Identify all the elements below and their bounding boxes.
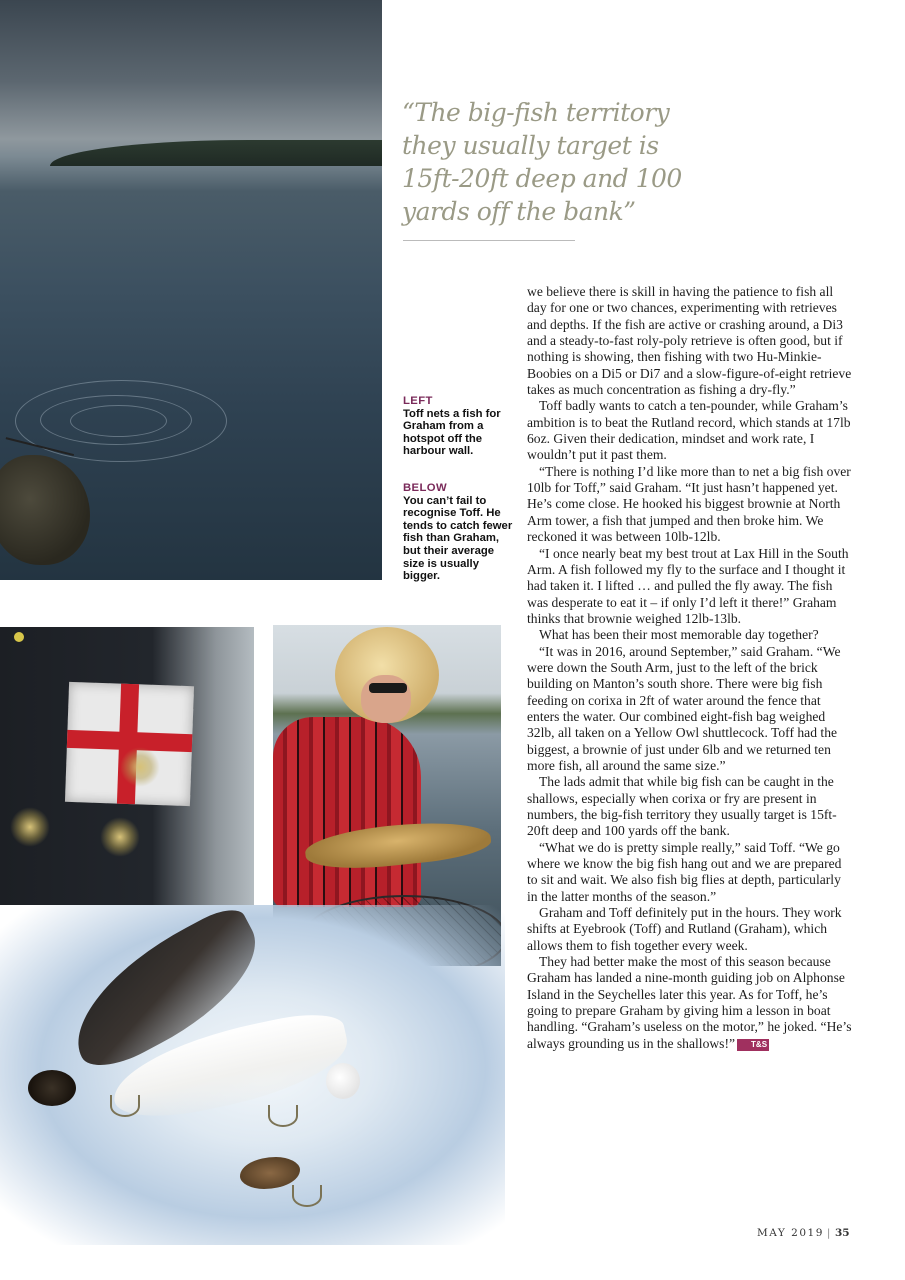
article-paragraph: “There is nothing I’d like more than to net a big fish over 10lb for Toff,” said Graham. “It just hasn’t happened yet. He’s come close. He hooked his biggest brownie at North Arm tower, a fish that jumped and then broke him. We reckoned it was between 10lb-12lb.: [527, 463, 851, 545]
hook-icon: [110, 1095, 140, 1117]
far-shore: [50, 140, 382, 166]
footer-separator: |: [826, 1227, 832, 1239]
caption-left: [403, 395, 513, 458]
article-paragraph: Graham and Toff definitely put in the hours. They work shifts at Eyebrook (Toff) and Rutland (Graham), which allows them to fish together every week.: [527, 905, 842, 953]
pull-quote: “The big-fish territory they usually target is 15ft-20ft deep and 100 yards off the bank”: [402, 98, 682, 226]
harbour-rock: [0, 455, 90, 565]
article-last-paragraph: [527, 954, 853, 1052]
pull-quote-rule: [403, 240, 575, 241]
caption-left-heading: LEFT: [403, 395, 433, 407]
yellow-pin: [14, 632, 24, 642]
article-paragraph: “It was in 2016, around September,” said Graham. “We were down the South Arm, just to the left of the brick building on Manton’s south shore. There were big fish feeding on corixa in 2ft of water around the fence that enters the water. Our combined eight-fish bag weighed 32lb, all taken on a Yellow Owl shuttlecock. Toff had the biggest, a brownie of just under 6lb and we returned ten more fish, all around the same size.”: [527, 643, 841, 773]
small-brown-fly: [240, 1157, 300, 1189]
black-fly-head: [28, 1070, 76, 1106]
article-paragraph: The lads admit that while big fish can be caught in the shallows, especially when corixa or fry are present in numbers, the big-fish territory they usually target is 15ft-20ft deep and 100 yards off the bank.: [527, 774, 837, 839]
caption-below-text: You can’t fail to recognise Toff. He tends to catch fewer fish than Graham, but their average size is usually bigger.: [403, 494, 513, 583]
issue-date: MAY 2019: [757, 1227, 824, 1239]
lake-photo: [0, 0, 382, 580]
end-mark-icon: T&S: [737, 1039, 769, 1051]
hook-icon: [292, 1185, 322, 1207]
article-paragraph: What has been their most memorable day together?: [539, 627, 819, 643]
hook-icon: [268, 1105, 298, 1127]
page-number: 35: [834, 1227, 850, 1239]
white-fly-head: [326, 1063, 360, 1099]
article-paragraph: Toff badly wants to catch a ten-pounder, while Graham’s ambition is to beat the Rutland record, which stands at 17lb 6oz. Given their dedication, mindset and work rate, I wouldn’t put it past them.: [527, 398, 851, 463]
st-george-cross-patch: [65, 682, 194, 806]
sunglasses: [369, 683, 407, 693]
fly: [120, 747, 160, 787]
article-paragraph: “I once nearly beat my best trout at Lax Hill in the South Arm. A fish followed my fly to the surface and I thought it had taken it. I lifted … and pulled the fly away. The fish was desperate to eat it – if only I’d left it there!” Graham thinks that brownie weighed 12lb-13lb.: [527, 545, 849, 626]
fly: [10, 807, 50, 847]
jacket-photo: [0, 627, 254, 905]
article-paragraph: They had better make the most of this season because Graham has landed a nine-month guiding job on Alphonse Island in the Seychelles later this year. As for Toff, he’s going to prepare Graham by giving him a lesson in boat handling. “Graham’s useless on the motor,” he joked. “He’s always grounding us in the shallows!”: [527, 954, 852, 1051]
caption-below-heading: BELOW: [403, 482, 448, 494]
page-footer: [757, 1227, 857, 1239]
flies-photo: [0, 905, 505, 1245]
red-jacket: [273, 717, 421, 907]
article-paragraph: “What we do is pretty simple really,” said Toff. “We go where we know the big fish hang out and we are prepared to sit and wait. We also fish big flies at depth, particularly in the latter months of the season.”: [527, 839, 842, 904]
article-paragraph: we believe there is skill in having the patience to fish all day for one or two chances, experimenting with retrieves and depths. If the fish are active or crashing around, a Di3 and a steady-to-fast roly-poly retrieve is often good, but if nothing is showing, then fishing with two Hu-Minkie-Boobies on a Di5 or Di7 and a slow-figure-of-eight retrieve takes as much concentration as fishing a dry-fly.”: [527, 284, 852, 398]
caption-left-text: Toff nets a fish for Graham from a hotspot off the harbour wall.: [403, 407, 501, 458]
caption-below: [403, 482, 513, 583]
fly: [100, 817, 140, 857]
article-body: [527, 284, 853, 1052]
